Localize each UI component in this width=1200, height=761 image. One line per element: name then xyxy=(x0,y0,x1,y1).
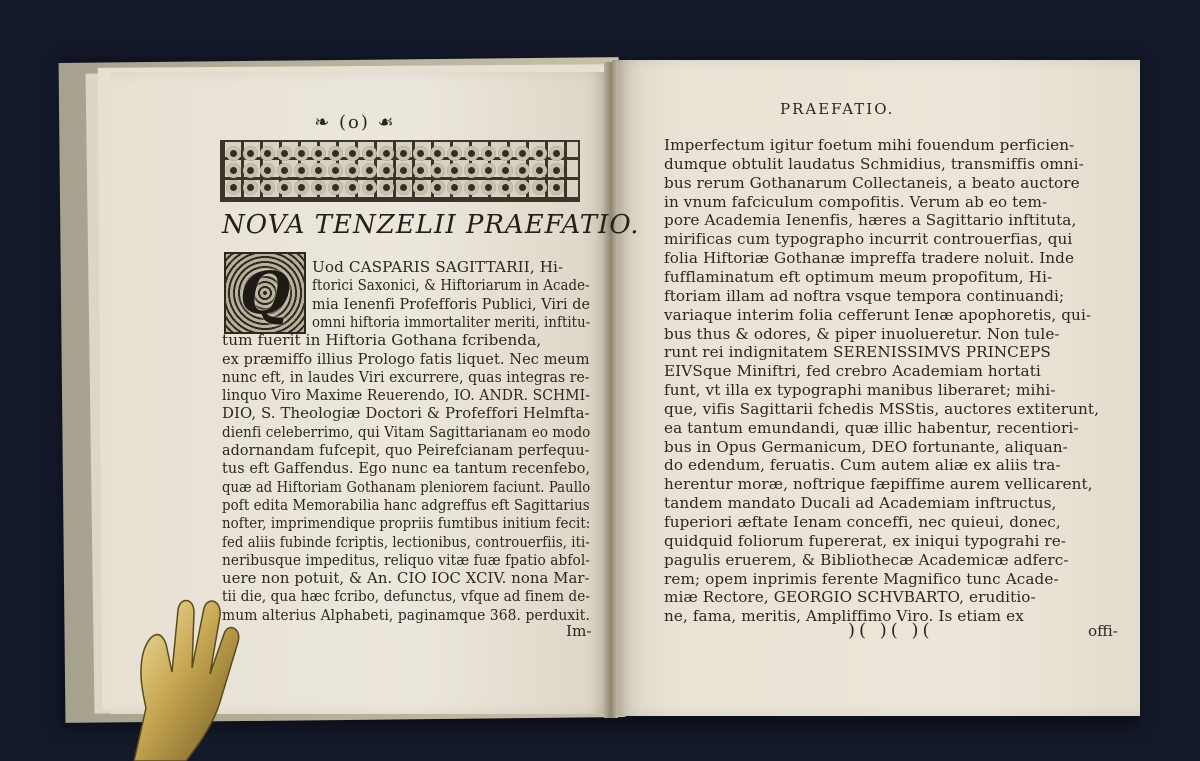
right-text-line: quidquid foliorum fupererat, ex iniqui typograhi re- xyxy=(664,531,1067,550)
left-text-line: omni hiftoria immortaliter meriti, inftitu- xyxy=(312,312,591,331)
right-text-line: Imperfectum igitur foetum mihi fouendum perficien- xyxy=(664,136,1075,154)
right-text-line: bus rerum Gothanarum Collectaneis, a beato auctore xyxy=(664,173,1080,192)
right-text-line: tandem mandato Ducali ad Academiam inftructus, xyxy=(664,494,1057,513)
decorated-initial xyxy=(224,252,306,334)
book-gutter xyxy=(604,62,618,718)
left-text-line: Uod CASPARIS SAGITTARII, Hi- xyxy=(312,258,564,276)
left-text-line: fed aliis fubinde fcriptis, lectionibus, controuerfiis, iti- xyxy=(222,532,590,551)
right-text-line: pagulis eruerem, & Bibliothecæ Academicæ adferc- xyxy=(664,550,1069,569)
left-text-line: adornandam fufcepit, quo Peirefcianam perfequu- xyxy=(222,441,590,459)
left-text-line: nofter, imprimendique propriis fumtibus initium fecit: xyxy=(222,514,591,533)
right-text-line: fufflaminatum eft optimum meum propofitum, Hi- xyxy=(664,267,1053,286)
preface-title: NOVA TENZELII PRAEFATIO. xyxy=(222,210,640,240)
left-text-line: uere non potuit, & An. CIO IOC XCIV. nona Mar- xyxy=(222,569,590,588)
left-text-line: ftorici Saxonici, & Hiftoriarum in Acade- xyxy=(312,276,590,295)
right-text-line: ftoriam illam ad noftra vsque tempora continuandi; xyxy=(664,286,1065,305)
right-catchword: offi- xyxy=(1088,622,1118,640)
left-text-line: nunc eft, in laudes Viri excurrere, quas integras re- xyxy=(222,367,590,386)
left-catchword: Im- xyxy=(566,622,592,640)
left-text-line: mum alterius Alphabeti, paginamque 368. perduxit. xyxy=(222,605,590,624)
right-text-line: fuperiori æftate Ienam conceffi, nec quieui, donec, xyxy=(664,513,1061,531)
left-text-line: ex præmiffo illius Prologo fatis liquet. Nec meum xyxy=(222,349,590,368)
left-text-line: tum fuerit in Hiftoria Gothana fcribenda, xyxy=(222,331,542,350)
right-text-line: do edendum, feruatis. Cum autem aliæ ex aliis tra- xyxy=(664,456,1061,475)
right-text-line: miæ Rectore, GEORGIO SCHVBARTO, eruditio- xyxy=(664,588,1036,607)
right-text-line: folia Hiftoriæ Gothanæ impreffa tradere noluit. Inde xyxy=(664,249,1075,268)
right-text-line: runt rei indignitatem SERENISSIMVS PRINCEPS xyxy=(664,343,1051,362)
left-text-line: tus eft Gaffendus. Ego nunc ea tantum recenfebo, xyxy=(222,459,591,478)
left-text-line: quæ ad Hiftoriam Gothanam pleniorem faciunt. Paullo xyxy=(222,477,591,496)
ornamental-band xyxy=(220,140,580,202)
right-text-line: EIVSque Miniftri, fed crebro Academiam hortati xyxy=(664,362,1041,381)
ornament-pattern xyxy=(226,146,574,196)
right-text-line: variaque interim folia cefferunt Ienæ apophoretis, qui- xyxy=(664,305,1092,324)
right-text-line: herentur moræ, noftrique fæpiffime aurem vellicarent, xyxy=(664,475,1093,494)
right-text-line: ea tantum emundandi, quæ illic habentur, recentiori- xyxy=(664,418,1079,437)
right-text-line: in vnum fafciculum compofitis. Verum ab eo tem- xyxy=(664,192,1048,211)
right-text-line: que, vifis Sagittarii fchedis MSStis, auctores extiterunt, xyxy=(664,399,1100,418)
left-text-line: neribusque impeditus, reliquo vitæ fuæ fpatio abfol- xyxy=(222,550,591,569)
right-text-line: funt, vt illa ex typographi manibus liberaret; mihi- xyxy=(664,381,1056,400)
right-text-line: ne, fama, meritis, Ampliffimo Viro. Is etiam ex xyxy=(664,607,1024,626)
ornament-mark: )( )( )( xyxy=(848,620,934,641)
right-text-line: dumque obtulit laudatus Schmidius, transmiffis omni- xyxy=(664,154,1084,173)
left-text-line: linquo Viro Maxime Reuerendo, IO. ANDR. SCHMI- xyxy=(222,386,591,405)
right-text-line: pore Academia Ienenfis, hæres a Sagittario inftituta, xyxy=(664,211,1077,230)
right-text-line: mirificas cum typographo incurrit controuerfias, qui xyxy=(664,230,1073,249)
right-text-line: bus in Opus Germanicum, DEO fortunante, aliquan- xyxy=(664,437,1068,456)
left-text-line: mia Ienenfi Profefforis Publici, Viri de xyxy=(312,294,591,313)
running-head: PRAEFATIO. xyxy=(780,100,895,118)
left-text-line: poft edita Memorabilia hanc adgreffus eft Sagittarius xyxy=(222,495,590,514)
left-text-line: DIO, S. Theologiæ Doctori & Profeffori Helmfta- xyxy=(222,404,590,423)
left-text-line: dienfi celeberrimo, qui Vitam Sagittarianam eo modo xyxy=(222,422,591,441)
brass-hand-holder xyxy=(116,590,246,761)
initial-letter: Q xyxy=(239,259,291,327)
left-text-line: tii die, qua hæc fcribo, defunctus, vfque ad finem de- xyxy=(222,587,590,606)
right-text-line: bus thus & odores, & piper inuolueretur. Non tule- xyxy=(664,324,1060,343)
right-text-line: rem; opem inprimis ferente Magnifico tunc Acade- xyxy=(664,569,1059,588)
page-number-mark: ❧ (o) ☙ xyxy=(314,112,396,133)
